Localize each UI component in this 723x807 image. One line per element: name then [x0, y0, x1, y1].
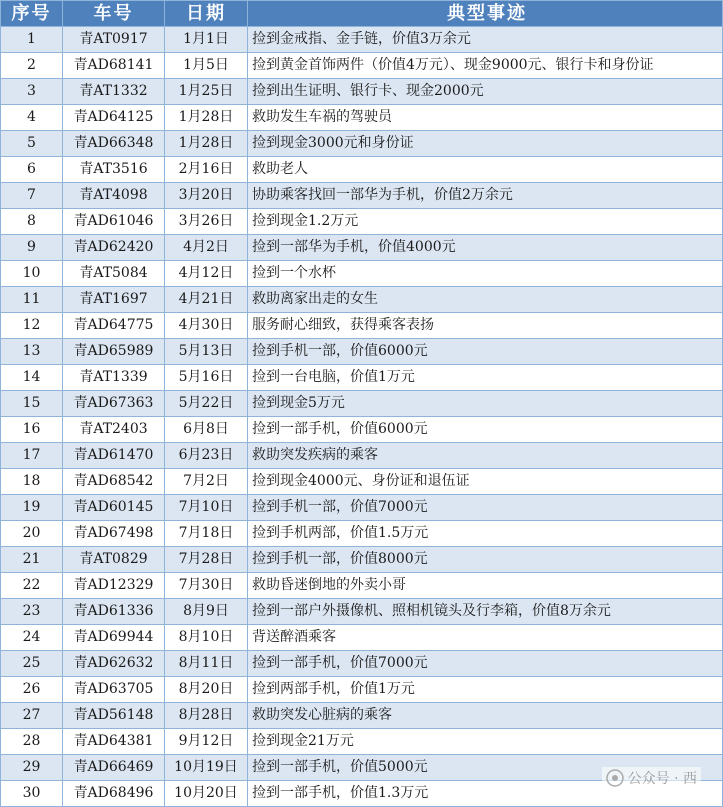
- cell-date: 5月22日: [165, 391, 248, 417]
- cell-index: 10: [1, 261, 63, 287]
- cell-date: 7月28日: [165, 547, 248, 573]
- table-row: [1, 547, 723, 573]
- cell-plate: 青AD64125: [63, 105, 165, 131]
- cell-date: 10月19日: [165, 755, 248, 781]
- table-row: [1, 209, 723, 235]
- table-row: [1, 53, 723, 79]
- cell-index: 7: [1, 183, 63, 209]
- cell-index: 8: [1, 209, 63, 235]
- cell-deed: 捡到一部华为手机，价值4000元: [248, 235, 723, 261]
- cell-plate: 青AT1697: [63, 287, 165, 313]
- cell-deed: 捡到出生证明、银行卡、现金2000元: [248, 79, 723, 105]
- cell-plate: 青AD60145: [63, 495, 165, 521]
- cell-date: 4月30日: [165, 313, 248, 339]
- cell-date: 8月10日: [165, 625, 248, 651]
- cell-date: 9月12日: [165, 729, 248, 755]
- cell-plate: 青AD61046: [63, 209, 165, 235]
- cell-index: 4: [1, 105, 63, 131]
- cell-plate: 青AD68496: [63, 781, 165, 807]
- cell-index: 18: [1, 469, 63, 495]
- table-row: [1, 27, 723, 53]
- cell-deed: 协助乘客找回一部华为手机，价值2万余元: [248, 183, 723, 209]
- cell-deed: 捡到一个水杯: [248, 261, 723, 287]
- table-row: [1, 495, 723, 521]
- cell-deed: 捡到金戒指、金手链，价值3万余元: [248, 27, 723, 53]
- cell-date: 1月5日: [165, 53, 248, 79]
- table-row: [1, 443, 723, 469]
- table-row: [1, 365, 723, 391]
- cell-index: 23: [1, 599, 63, 625]
- cell-deed: 捡到现金21万元: [248, 729, 723, 755]
- table-row: [1, 235, 723, 261]
- cell-index: 9: [1, 235, 63, 261]
- cell-date: 4月2日: [165, 235, 248, 261]
- cell-deed: 捡到一部户外摄像机、照相机镜头及行李箱，价值8万余元: [248, 599, 723, 625]
- cell-deed: 捡到现金5万元: [248, 391, 723, 417]
- cell-date: 4月21日: [165, 287, 248, 313]
- header-deed: 典型事迹: [248, 1, 723, 27]
- cell-deed: 救助昏迷倒地的外卖小哥: [248, 573, 723, 599]
- cell-plate: 青AD63705: [63, 677, 165, 703]
- cell-deed: 捡到现金1.2万元: [248, 209, 723, 235]
- cell-date: 8月11日: [165, 651, 248, 677]
- table-row: [1, 313, 723, 339]
- cell-plate: 青AT0917: [63, 27, 165, 53]
- cell-index: 11: [1, 287, 63, 313]
- cell-plate: 青AD62420: [63, 235, 165, 261]
- header-date: 日期: [165, 1, 248, 27]
- cell-date: 5月13日: [165, 339, 248, 365]
- cell-date: 6月23日: [165, 443, 248, 469]
- table-row: [1, 599, 723, 625]
- cell-index: 3: [1, 79, 63, 105]
- cell-index: 5: [1, 131, 63, 157]
- cell-deed: 捡到一部手机，价值5000元: [248, 755, 723, 781]
- header-plate: 车号: [63, 1, 165, 27]
- cell-plate: 青AD67498: [63, 521, 165, 547]
- cell-index: 26: [1, 677, 63, 703]
- cell-index: 21: [1, 547, 63, 573]
- cell-index: 30: [1, 781, 63, 807]
- cell-plate: 青AD66348: [63, 131, 165, 157]
- cell-date: 7月18日: [165, 521, 248, 547]
- table-row: [1, 417, 723, 443]
- cell-deed: 捡到一台电脑，价值1万元: [248, 365, 723, 391]
- table-row: [1, 287, 723, 313]
- table-header-row: [1, 1, 723, 27]
- table-row: [1, 677, 723, 703]
- cell-date: 7月10日: [165, 495, 248, 521]
- cell-index: 12: [1, 313, 63, 339]
- cell-index: 1: [1, 27, 63, 53]
- cell-plate: 青AD67363: [63, 391, 165, 417]
- cell-index: 20: [1, 521, 63, 547]
- cell-plate: 青AD64775: [63, 313, 165, 339]
- cell-plate: 青AD68542: [63, 469, 165, 495]
- cell-deed: 捡到黄金首饰两件（价值4万元）、现金9000元、银行卡和身份证: [248, 53, 723, 79]
- cell-index: 2: [1, 53, 63, 79]
- cell-plate: 青AD68141: [63, 53, 165, 79]
- cell-index: 19: [1, 495, 63, 521]
- header-index: 序号: [1, 1, 63, 27]
- table-row: [1, 131, 723, 157]
- cell-date: 7月30日: [165, 573, 248, 599]
- table-row: [1, 573, 723, 599]
- cell-plate: 青AD12329: [63, 573, 165, 599]
- cell-date: 5月16日: [165, 365, 248, 391]
- cell-plate: 青AD61470: [63, 443, 165, 469]
- cell-deed: 捡到手机一部，价值6000元: [248, 339, 723, 365]
- cell-deed: 捡到手机一部，价值8000元: [248, 547, 723, 573]
- cell-deed: 捡到手机一部，价值7000元: [248, 495, 723, 521]
- cell-date: 2月16日: [165, 157, 248, 183]
- cell-deed: 背送醉酒乘客: [248, 625, 723, 651]
- cell-date: 3月20日: [165, 183, 248, 209]
- cell-deed: 服务耐心细致，获得乘客表扬: [248, 313, 723, 339]
- cell-deed: 捡到一部手机，价值6000元: [248, 417, 723, 443]
- cell-index: 29: [1, 755, 63, 781]
- table-row: [1, 521, 723, 547]
- table-row: [1, 651, 723, 677]
- cell-deed: 捡到现金3000元和身份证: [248, 131, 723, 157]
- cell-index: 13: [1, 339, 63, 365]
- cell-plate: 青AT2403: [63, 417, 165, 443]
- cell-plate: 青AT5084: [63, 261, 165, 287]
- cell-deed: 救助离家出走的女生: [248, 287, 723, 313]
- cell-index: 17: [1, 443, 63, 469]
- cell-deed: 捡到两部手机，价值1万元: [248, 677, 723, 703]
- table-row: [1, 79, 723, 105]
- cell-index: 24: [1, 625, 63, 651]
- cell-date: 10月20日: [165, 781, 248, 807]
- cell-index: 6: [1, 157, 63, 183]
- cell-index: 14: [1, 365, 63, 391]
- cell-deed: 救助突发心脏病的乘客: [248, 703, 723, 729]
- cell-deed: 捡到一部手机，价值1.3万元: [248, 781, 723, 807]
- cell-date: 1月1日: [165, 27, 248, 53]
- cell-plate: 青AT1339: [63, 365, 165, 391]
- table-row: [1, 625, 723, 651]
- table-row: [1, 703, 723, 729]
- cell-deed: 救助发生车祸的驾驶员: [248, 105, 723, 131]
- cell-index: 15: [1, 391, 63, 417]
- table-row: [1, 729, 723, 755]
- cell-date: 8月28日: [165, 703, 248, 729]
- cell-date: 8月20日: [165, 677, 248, 703]
- table-row: [1, 261, 723, 287]
- table-row: [1, 157, 723, 183]
- cell-index: 27: [1, 703, 63, 729]
- wechat-official-account-icon: [606, 769, 624, 787]
- cell-deed: 救助老人: [248, 157, 723, 183]
- cell-date: 6月8日: [165, 417, 248, 443]
- cell-date: 3月26日: [165, 209, 248, 235]
- cell-deed: 救助突发疾病的乘客: [248, 443, 723, 469]
- cell-index: 16: [1, 417, 63, 443]
- cell-plate: 青AT0829: [63, 547, 165, 573]
- cell-date: 1月25日: [165, 79, 248, 105]
- watermark-text: 公众号 · 西: [627, 771, 697, 787]
- cell-index: 22: [1, 573, 63, 599]
- cell-plate: 青AT3516: [63, 157, 165, 183]
- cell-date: 8月9日: [165, 599, 248, 625]
- cell-plate: 青AD62632: [63, 651, 165, 677]
- cell-plate: 青AD64381: [63, 729, 165, 755]
- cell-plate: 青AD69944: [63, 625, 165, 651]
- table-row: [1, 339, 723, 365]
- cell-date: 7月2日: [165, 469, 248, 495]
- table-row: [1, 105, 723, 131]
- cell-deed: 捡到手机两部，价值1.5万元: [248, 521, 723, 547]
- table-row: [1, 183, 723, 209]
- cell-plate: 青AT1332: [63, 79, 165, 105]
- cell-plate: 青AD65989: [63, 339, 165, 365]
- cell-index: 25: [1, 651, 63, 677]
- cell-plate: 青AD61336: [63, 599, 165, 625]
- watermark: [602, 767, 701, 789]
- cell-plate: 青AD66469: [63, 755, 165, 781]
- cell-date: 1月28日: [165, 131, 248, 157]
- cell-deed: 捡到一部手机，价值7000元: [248, 651, 723, 677]
- cell-date: 4月12日: [165, 261, 248, 287]
- table-row: [1, 469, 723, 495]
- cell-date: 1月28日: [165, 105, 248, 131]
- cell-plate: 青AD56148: [63, 703, 165, 729]
- cell-index: 28: [1, 729, 63, 755]
- table-row: [1, 391, 723, 417]
- cell-deed: 捡到现金4000元、身份证和退伍证: [248, 469, 723, 495]
- cell-plate: 青AT4098: [63, 183, 165, 209]
